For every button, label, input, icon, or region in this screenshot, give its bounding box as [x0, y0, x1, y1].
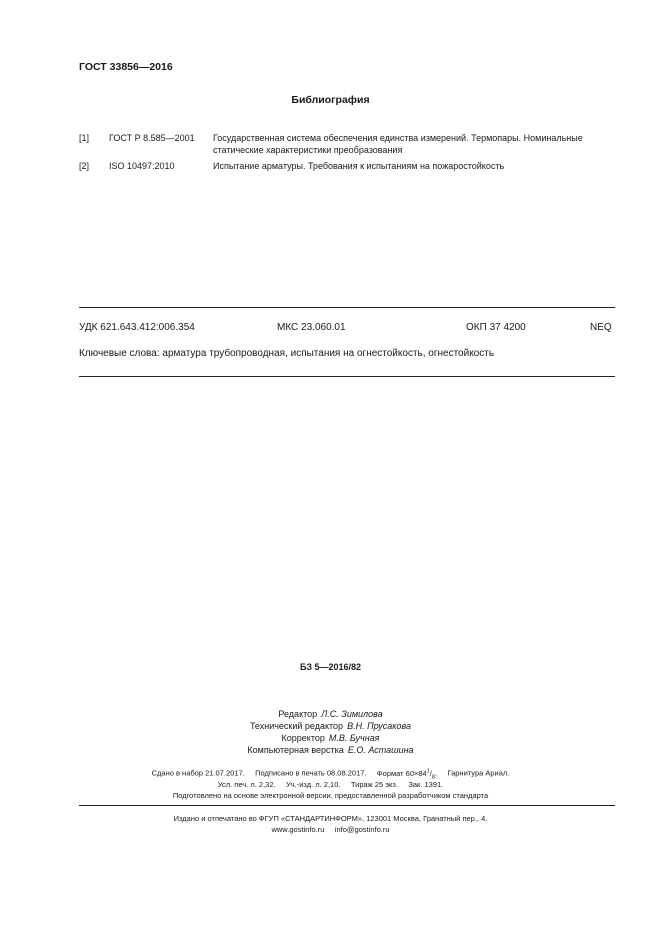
credit-layout: [0, 744, 661, 756]
mks-code: МКС 23.060.01: [277, 322, 346, 333]
credit-name: Л.С. Зимилова: [321, 709, 383, 719]
document-number: ГОСТ 33856—2016: [79, 61, 173, 73]
credit-tech-editor: [0, 720, 661, 732]
signed-to-print: Подписано в печать 08.08.2017.: [255, 768, 367, 778]
credit-role: Технический редактор: [249, 721, 344, 731]
credit-role: Редактор: [278, 709, 318, 719]
paper-format: Формат $60\times 84^1/_8$.: [376, 768, 438, 780]
equivalence-code: NEQ: [590, 322, 612, 333]
credits: [0, 708, 661, 756]
udk-code: УДК 621.643.412:006.354: [79, 322, 195, 333]
bz-number: БЗ 5—2016/82: [299, 662, 362, 672]
publishing-line-4: Издано и отпечатано во ФГУП «СТАНДАРТИНФОРМ», 123001 Москва, Гранатный пер., 4.: [173, 814, 488, 823]
credit-role: Компьютерная верстка: [247, 745, 344, 755]
entry-standard: ISO 10497:2010: [109, 161, 175, 171]
credit-name: М.В. Бучная: [328, 733, 380, 743]
entry-title: Государственная система обеспечения единства измерений. Термопары. Номинальные статические характеристики преобразования: [213, 133, 583, 155]
publishing-line-3: Подготовлено на основе электронной версии, предоставленной разработчиком стандарта: [172, 791, 489, 800]
publishing-line-2: Усл. печ. л. 2,32. Уч.-изд. л. 2,10. Тираж 25 экз. Зак. 1391.: [217, 780, 444, 789]
credit-role: Корректор: [281, 733, 325, 743]
divider-bottom: [79, 376, 615, 377]
divider-top: [79, 307, 615, 308]
keywords: Ключевые слова: арматура трубопроводная, испытания на огнестойкость, огнестойкость: [79, 348, 495, 359]
credit-editor: [0, 708, 661, 720]
bibliography-title: Библиография: [291, 94, 370, 106]
publishing-contacts: www.gostinfo.ru info@gostinfo.ru: [271, 825, 390, 834]
bibliography-entry: [79, 161, 619, 173]
entry-title: Испытание арматуры. Требования к испытаниям на пожаростойкость: [213, 161, 505, 171]
typeface: Гарнитура Ариал.: [447, 768, 510, 778]
bibliography-list: [79, 133, 619, 178]
credit-name: Е.О. Асташина: [347, 745, 414, 755]
credit-name: В.Н. Прусакова: [347, 721, 412, 731]
entry-standard: ГОСТ Р 8.585—2001: [109, 133, 195, 143]
credit-corrector: [0, 732, 661, 744]
entry-number: [1]: [79, 133, 90, 143]
okp-code: ОКП 37 4200: [466, 322, 526, 333]
entry-number: [2]: [79, 161, 90, 171]
bibliography-entry: [79, 133, 619, 156]
publishing-line-1: [0, 768, 661, 780]
divider-publishing: [79, 805, 615, 806]
sent-to-set: Сдано в набор 21.07.2017.: [151, 768, 245, 778]
